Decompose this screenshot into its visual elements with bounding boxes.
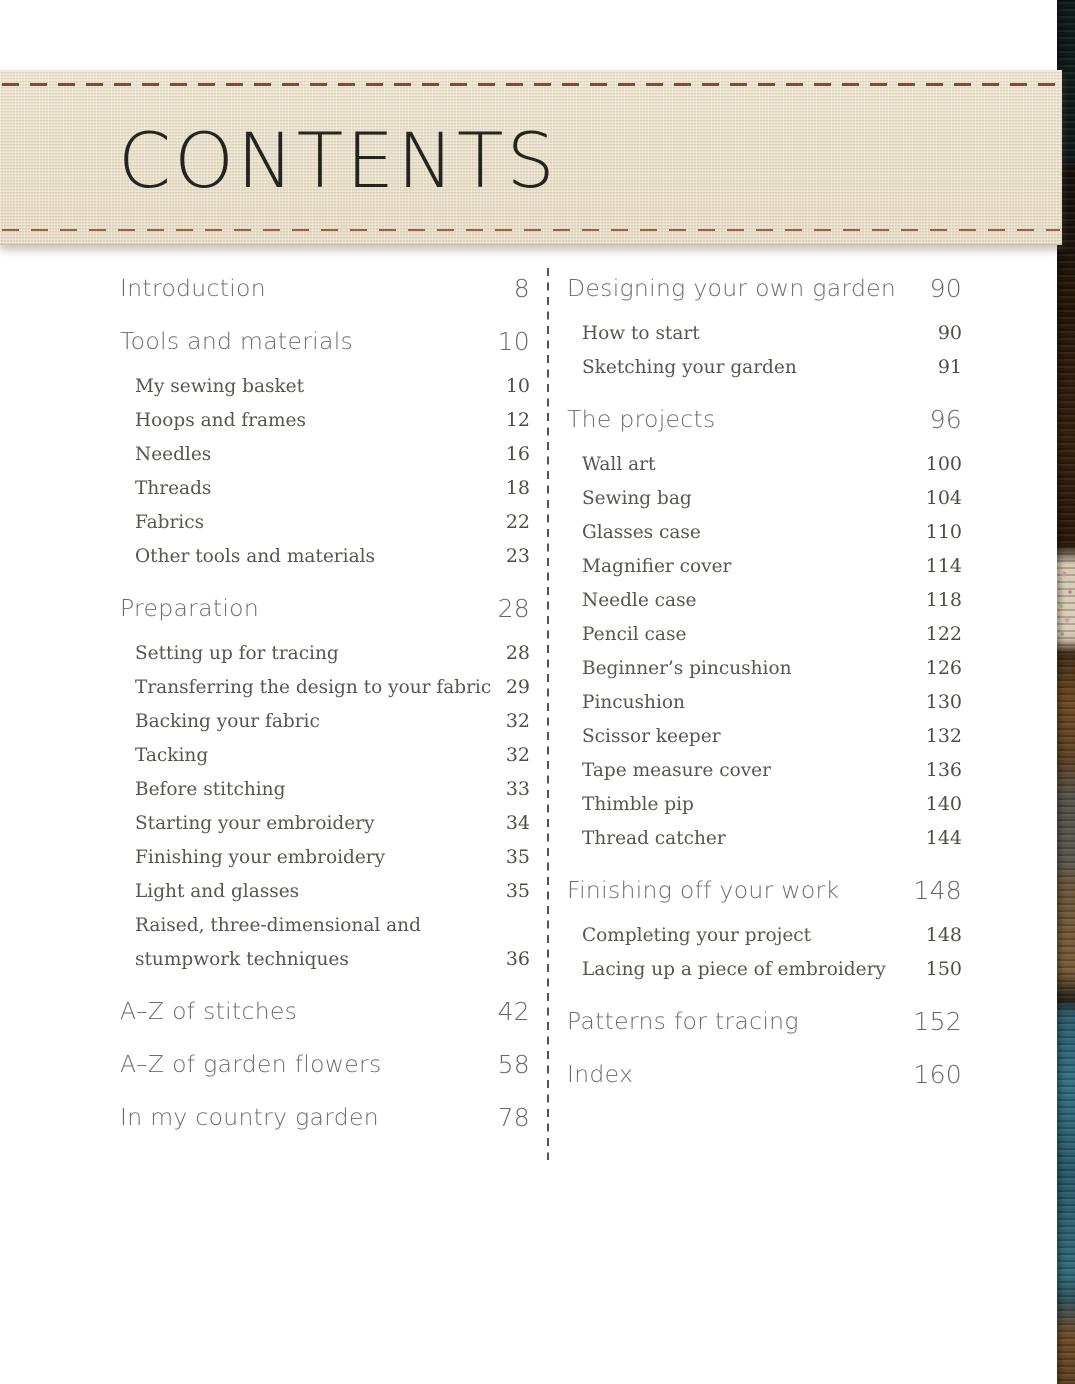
toc-entry-label: Transferring the design to your fabric bbox=[135, 676, 492, 698]
toc-entry-page: 150 bbox=[925, 958, 962, 980]
toc-entry bbox=[567, 515, 962, 549]
toc-entry-page: 96 bbox=[929, 404, 962, 434]
toc-entry bbox=[567, 1056, 962, 1092]
toc-entry-page: 126 bbox=[925, 657, 962, 679]
toc-entry-page: 28 bbox=[497, 593, 530, 623]
toc-entry-label: How to start bbox=[582, 322, 700, 344]
toc-entry bbox=[120, 738, 530, 772]
toc-entry-label: Setting up for tracing bbox=[135, 642, 339, 664]
toc-entry-page: 160 bbox=[913, 1059, 962, 1089]
toc-entry bbox=[120, 270, 530, 306]
toc-entry-page: 28 bbox=[505, 642, 530, 664]
toc-entry bbox=[567, 719, 962, 753]
toc-entry-page: 8 bbox=[513, 273, 530, 303]
toc-entry-label: Sketching your garden bbox=[582, 356, 797, 378]
toc-entry-page: 91 bbox=[937, 356, 962, 378]
toc-entry-label: Beginner’s pincushion bbox=[582, 657, 792, 679]
toc-entry-label: Index bbox=[567, 1060, 634, 1088]
toc-entry bbox=[567, 753, 962, 787]
toc-entry bbox=[120, 590, 530, 626]
toc-entry-page: 58 bbox=[497, 1049, 530, 1079]
toc-entry-page: 32 bbox=[505, 744, 530, 766]
toc-entry bbox=[567, 685, 962, 719]
toc-entry-label: stumpwork techniques bbox=[135, 948, 349, 970]
toc-entry-page: 118 bbox=[925, 589, 962, 611]
toc-entry-page: 104 bbox=[925, 487, 962, 509]
toc-entry bbox=[120, 806, 530, 840]
toc-entry-label: Finishing off your work bbox=[567, 876, 840, 904]
stitch-line-top bbox=[2, 83, 1060, 86]
toc-entry bbox=[567, 549, 962, 583]
toc-entry-page: 100 bbox=[925, 453, 962, 475]
toc-column-left bbox=[120, 270, 530, 1145]
toc-entry-page: 90 bbox=[929, 273, 962, 303]
toc-entry-page: 90 bbox=[937, 322, 962, 344]
toc-entry bbox=[120, 772, 530, 806]
toc-entry bbox=[567, 872, 962, 908]
toc-entry-page: 23 bbox=[505, 545, 530, 567]
toc-entry-page: 16 bbox=[505, 443, 530, 465]
toc-entry bbox=[120, 471, 530, 505]
embroidered-fabric-detail bbox=[1057, 558, 1075, 644]
toc-entry bbox=[120, 874, 530, 908]
toc-entry-label: Scissor keeper bbox=[582, 725, 721, 747]
toc-entry bbox=[567, 481, 962, 515]
toc-entry-label: Tape measure cover bbox=[582, 759, 771, 781]
toc-entry-page: 12 bbox=[505, 409, 530, 431]
toc-entry-label: Needles bbox=[135, 443, 212, 465]
toc-entry-page: 18 bbox=[505, 477, 530, 499]
toc-entry bbox=[120, 539, 530, 573]
toc-entry-page: 130 bbox=[925, 691, 962, 713]
toc-entry-page: 122 bbox=[925, 623, 962, 645]
toc-entry-page: 110 bbox=[925, 521, 962, 543]
toc-entry bbox=[120, 840, 530, 874]
toc-entry-label: Thimble pip bbox=[582, 793, 694, 815]
toc-entry bbox=[120, 505, 530, 539]
toc-entry-label: Completing your project bbox=[582, 924, 812, 946]
toc-entry-label: My sewing basket bbox=[135, 375, 305, 397]
toc-entry bbox=[120, 437, 530, 471]
toc-entry bbox=[567, 918, 962, 952]
toc-entry bbox=[120, 403, 530, 437]
toc-entry-label: Tacking bbox=[135, 744, 209, 766]
toc-entry-page: 144 bbox=[925, 827, 962, 849]
column-divider bbox=[547, 268, 549, 1160]
toc-entry bbox=[120, 1099, 530, 1135]
toc-entry-page: 136 bbox=[925, 759, 962, 781]
toc-entry-label: Finishing your embroidery bbox=[135, 846, 386, 868]
toc-entry-label: Needle case bbox=[582, 589, 697, 611]
toc-entry-label: A–Z of garden flowers bbox=[120, 1050, 382, 1078]
toc-entry-label: Raised, three-dimensional and bbox=[135, 914, 421, 936]
toc-entry-page: 35 bbox=[505, 846, 530, 868]
toc-entry-page: 33 bbox=[505, 778, 530, 800]
toc-entry-label: Light and glasses bbox=[135, 880, 300, 902]
toc-entry-label: Pincushion bbox=[582, 691, 685, 713]
toc-entry-page: 32 bbox=[505, 710, 530, 732]
toc-entry-label: Threads bbox=[135, 477, 212, 499]
toc-column-right bbox=[567, 270, 962, 1102]
toc-entry bbox=[120, 369, 530, 403]
contents-banner bbox=[0, 70, 1062, 245]
toc-entry-label: Pencil case bbox=[582, 623, 687, 645]
toc-entry-label: Patterns for tracing bbox=[567, 1007, 799, 1035]
page-title: CONTENTS bbox=[118, 116, 558, 205]
toc-entry bbox=[567, 583, 962, 617]
toc-entry-page: 34 bbox=[505, 812, 530, 834]
toc-entry-page: 152 bbox=[913, 1006, 962, 1036]
toc-entry-label: A–Z of stitches bbox=[120, 997, 298, 1025]
toc-entry bbox=[567, 1003, 962, 1039]
toc-entry-label: Thread catcher bbox=[582, 827, 726, 849]
toc-entry bbox=[567, 617, 962, 651]
toc-entry bbox=[567, 316, 962, 350]
toc-entry-label: Hoops and frames bbox=[135, 409, 306, 431]
toc-entry-label: In my country garden bbox=[120, 1103, 379, 1131]
toc-entry-label: Lacing up a piece of embroidery bbox=[582, 958, 886, 980]
toc-entry-label: Designing your own garden bbox=[567, 274, 897, 302]
toc-entry-page: 10 bbox=[505, 375, 530, 397]
toc-entry bbox=[567, 821, 962, 855]
toc-entry-label: Magnifier cover bbox=[582, 555, 732, 577]
toc-entry-label: Glasses case bbox=[582, 521, 701, 543]
toc-entry-label: Fabrics bbox=[135, 511, 205, 533]
toc-entry-page: 140 bbox=[925, 793, 962, 815]
toc-entry-page: 29 bbox=[505, 676, 530, 698]
toc-entry bbox=[567, 787, 962, 821]
toc-entry-label: The projects bbox=[567, 405, 716, 433]
toc-entry bbox=[120, 704, 530, 738]
toc-entry-label: Backing your fabric bbox=[135, 710, 320, 732]
toc-entry bbox=[120, 636, 530, 670]
toc-entry-page: 148 bbox=[913, 875, 962, 905]
toc-entry-page: 42 bbox=[497, 996, 530, 1026]
toc-entry-label: Starting your embroidery bbox=[135, 812, 375, 834]
toc-entry-label: Preparation bbox=[120, 594, 260, 622]
toc-entry-page: 78 bbox=[497, 1102, 530, 1132]
toc-entry-label: Introduction bbox=[120, 274, 266, 302]
toc-entry bbox=[567, 401, 962, 437]
toc-entry bbox=[567, 270, 962, 306]
toc-entry bbox=[120, 993, 530, 1029]
toc-entry-page: 132 bbox=[925, 725, 962, 747]
toc-entry-page: 35 bbox=[505, 880, 530, 902]
toc-entry bbox=[120, 942, 530, 976]
toc-entry-page: 148 bbox=[925, 924, 962, 946]
toc-entry-label: Before stitching bbox=[135, 778, 286, 800]
toc-entry bbox=[120, 670, 530, 704]
toc-entry-label: Sewing bag bbox=[582, 487, 692, 509]
toc-entry-page: 10 bbox=[497, 326, 530, 356]
toc-entry bbox=[120, 1046, 530, 1082]
toc-entry bbox=[120, 908, 530, 942]
toc-entry-label: Other tools and materials bbox=[135, 545, 376, 567]
toc-entry bbox=[120, 323, 530, 359]
toc-entry-label: Wall art bbox=[582, 453, 656, 475]
toc-entry bbox=[567, 350, 962, 384]
toc-entry-page: 36 bbox=[505, 948, 530, 970]
toc-entry-page: 22 bbox=[505, 511, 530, 533]
toc-entry bbox=[567, 651, 962, 685]
toc-entry bbox=[567, 447, 962, 481]
toc-entry-page: 114 bbox=[925, 555, 962, 577]
stitch-line-bottom bbox=[2, 229, 1060, 231]
toc-entry-label: Tools and materials bbox=[120, 327, 354, 355]
toc-entry bbox=[567, 952, 962, 986]
